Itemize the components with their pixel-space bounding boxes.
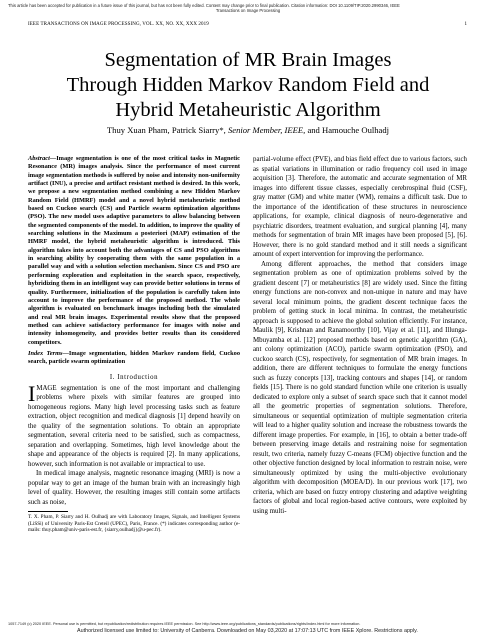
author-footnote: T. X. Pham, P. Siarry and H. Oulhadj are with Laboratory Images, Signals, and Intelligent Systems (LiSSi) of University Paris-Est Creteil (UPEC), Paris, France. (*) indicates corresponding author (e-mails: thuy.pham@univ-paris-est.fr, {siarry,oulhadj}@u-pec.fr). (28, 514, 240, 533)
author-last: and Hamouche Oulhadj (307, 125, 390, 135)
paper-title (28, 48, 468, 123)
intro-paragraph-1 (28, 380, 240, 470)
journal-notice-journal: Transactions on Image Processing (215, 8, 281, 13)
abstract-label: Abstract (28, 155, 50, 162)
title-line-2: Through Hidden Markov Random Field and (66, 74, 430, 96)
index-terms (28, 350, 240, 367)
title-line-3: Hybrid Metaheuristic Algorithm (115, 99, 381, 121)
author-names: Thuy Xuan Pham, Patrick Siarry*, (106, 125, 226, 135)
intro-paragraph-1-text: MAGE segmentation is one of the most important and challenging problems where pixels with similar features are grouped into homogeneous regions. Many high level processing tasks such as feature extraction, object recognition and medical diagnosis [1] depend heavily on the quality of the segmentation solutions. To obtain an appropriate segmentation, several criteria need to be satisfied, such as compactness, separation and overlapping. Sometimes, high level knowledge about the shape and appearance of the objects is required [2]. In many applications, however, such information is not available or impractical to use. (28, 384, 240, 468)
journal-notice: This article has been accepted for publication in a future issue of this journal, but has not been fully edited. Content may change prior to final publication. Citation information: DOI 10.1109/TIP.2020.2990346, IEEE (8, 3, 400, 8)
title-line-1: Segmentation of MR Brain Images (104, 49, 392, 71)
footnote-divider (28, 511, 68, 512)
license-notice: Authorized licensed use limited to: University of Canberra. Downloaded on May 03,2020 at 17:07:13 UTC from IEEE Xplore. Restrictions apply. (77, 628, 418, 634)
intro-paragraph-3: partial-volume effect (PVE), and bias field effect due to various factors, such as spatial variations in illumination or radio frequency coil used in image acquisition [3]. Therefore, the automatic and accurate segmentation of MR images into different tissue classes, especially cerebrospinal fluid (CSF), gray matter (GM) and white matter (WM), remains a difficult task. Due to the importance of the identification of these structures in neuroscience applications, for example, clinical diagnosis of neuro-degenerative and psychiatric disorders, treatment evaluation, and surgical planning [4], many methods for segmentation of brain MR images have been proposed [5], [6]. However, there is no gold standard method and it still needs a significant amount of expert intervention for improving the performance. (253, 156, 467, 258)
left-column (28, 155, 240, 533)
page-number: 1 (464, 22, 467, 27)
intro-paragraph-2: In medical image analysis, magnetic resonance imaging (MRI) is now a popular way to get an image of the human brain with an increasingly high level of quality. However, the resulting images still contain some artifacts such as noise, (28, 470, 240, 506)
copyright-notice: 1057-7149 (c) 2020 IEEE. Personal use is permitted, but republication/redistribution requires IEEE permission. See http://www.ieee.org/publications_standards/publications/rights/index.html for more information. (8, 622, 361, 626)
section-heading-introduction: I. Introduction (109, 373, 159, 381)
running-head: IEEE TRANSACTIONS ON IMAGE PROCESSING, VOL. XX, NO. XX, XXX 2019 (28, 22, 209, 27)
intro-paragraph-4: Among different approaches, the method that considers image segmentation problem as one of optimization problems solved by the gradient descent [7] or metaheuristics [8] are widely used. Since the fitting energy functions are non-convex and non-unique in nature and may have several local minimum points, the gradient descent technique faces the problem of getting stuck in local minima. In contrast, the metaheuristic approach is supposed to achieve the global solution efficiently. For instance, Maulik [9], Krishnan and Ranamoorthy [10], Vijay et al. [11], and Illunga-Mbuyamba et al. [12] proposed methods based on genetic algorithm (GA), ant colony optimization (ACO), particle swarm optimization (PSO), and cuckoo search (CS), respectively, for segmentation of MR brain images. In addition, there are different techniques to formulate the energy functions such as fuzzy concepts [13], tracking contours and shapes [14], or random fields [15]. There is no gold standard function while one criterion is usually dedicated to explore only a subset of search space such that it cannot model all the geometric properties of segmentation solutions. Therefore, simultaneous or sequential optimization of multiple segmentation criteria will lead to a higher quality solution and increase the robustness towards the different image properties. For example, in [16], to obtain a better trade-off between preserving image details and restraining noise for segmentation result, two criteria, namely fuzzy C-means (FCM) objective function and the other objective function designed by local information to restrain noise, were simultaneously optimized by using the multi-objective evolutionary algorithm with decomposition (MOEA/D). In our previous work [17], two criteria, which are based on fuzzy entropy clustering and adaptive weighting factors of global and local region-based active contours, were exploited by using multi- (253, 260, 467, 515)
abstract-text: —Image segmentation is one of the most critical tasks in Magnetic Resonance (MR) images analysis. Since the performance of most current image segmentation methods is suffered by noise and intensity non-uniformity artifact (INU), a precise and artifact resistant method is desired. In this work, we propose a new segmentation method combining a new Hidden Markov Random Field (HMRF) model and a novel hybrid metaheuristic method based on Cuckoo search (CS) and Particle swarm optimization algorithms (PSO). The new model uses adaptive parameters to allow balancing between the segmented components of the model. In addition, to improve the quality of searching solutions in the Maximum a posteriori (MAP) estimation of the HMRF model, the hybrid metaheuristic algorithm is introduced. This algorithm takes into account both the advantages of CS and PSO algorithms in searching ability by cooperating them with the same population in a parallel way and with a solution selection mechanism. Since CS and PSO are performing exploration and exploitation in the search space, respectively, hybridizing them in an intelligent way can provide better solutions in terms of quality. Furthermore, initialization of the population is carefully taken into account to improve the performance of the proposed method. The whole algorithm is evaluated on benchmark images including both the simulated and real MR brain images. Experimental results show that the proposed method can achieve satisfactory performance for images with noise and intensity inhomogeneity, and provides better results than its considered competitors. (28, 155, 240, 346)
index-terms-text: —Image segmentation, hidden Markov random field, Cuckoo search, particle swarm optimization (28, 349, 241, 366)
author-list (28, 125, 468, 135)
right-column (253, 155, 467, 516)
abstract (28, 155, 240, 347)
drop-cap: I (28, 380, 36, 406)
index-terms-label: Index Terms (28, 349, 63, 357)
author-role: Senior Member, IEEE, (227, 125, 306, 135)
